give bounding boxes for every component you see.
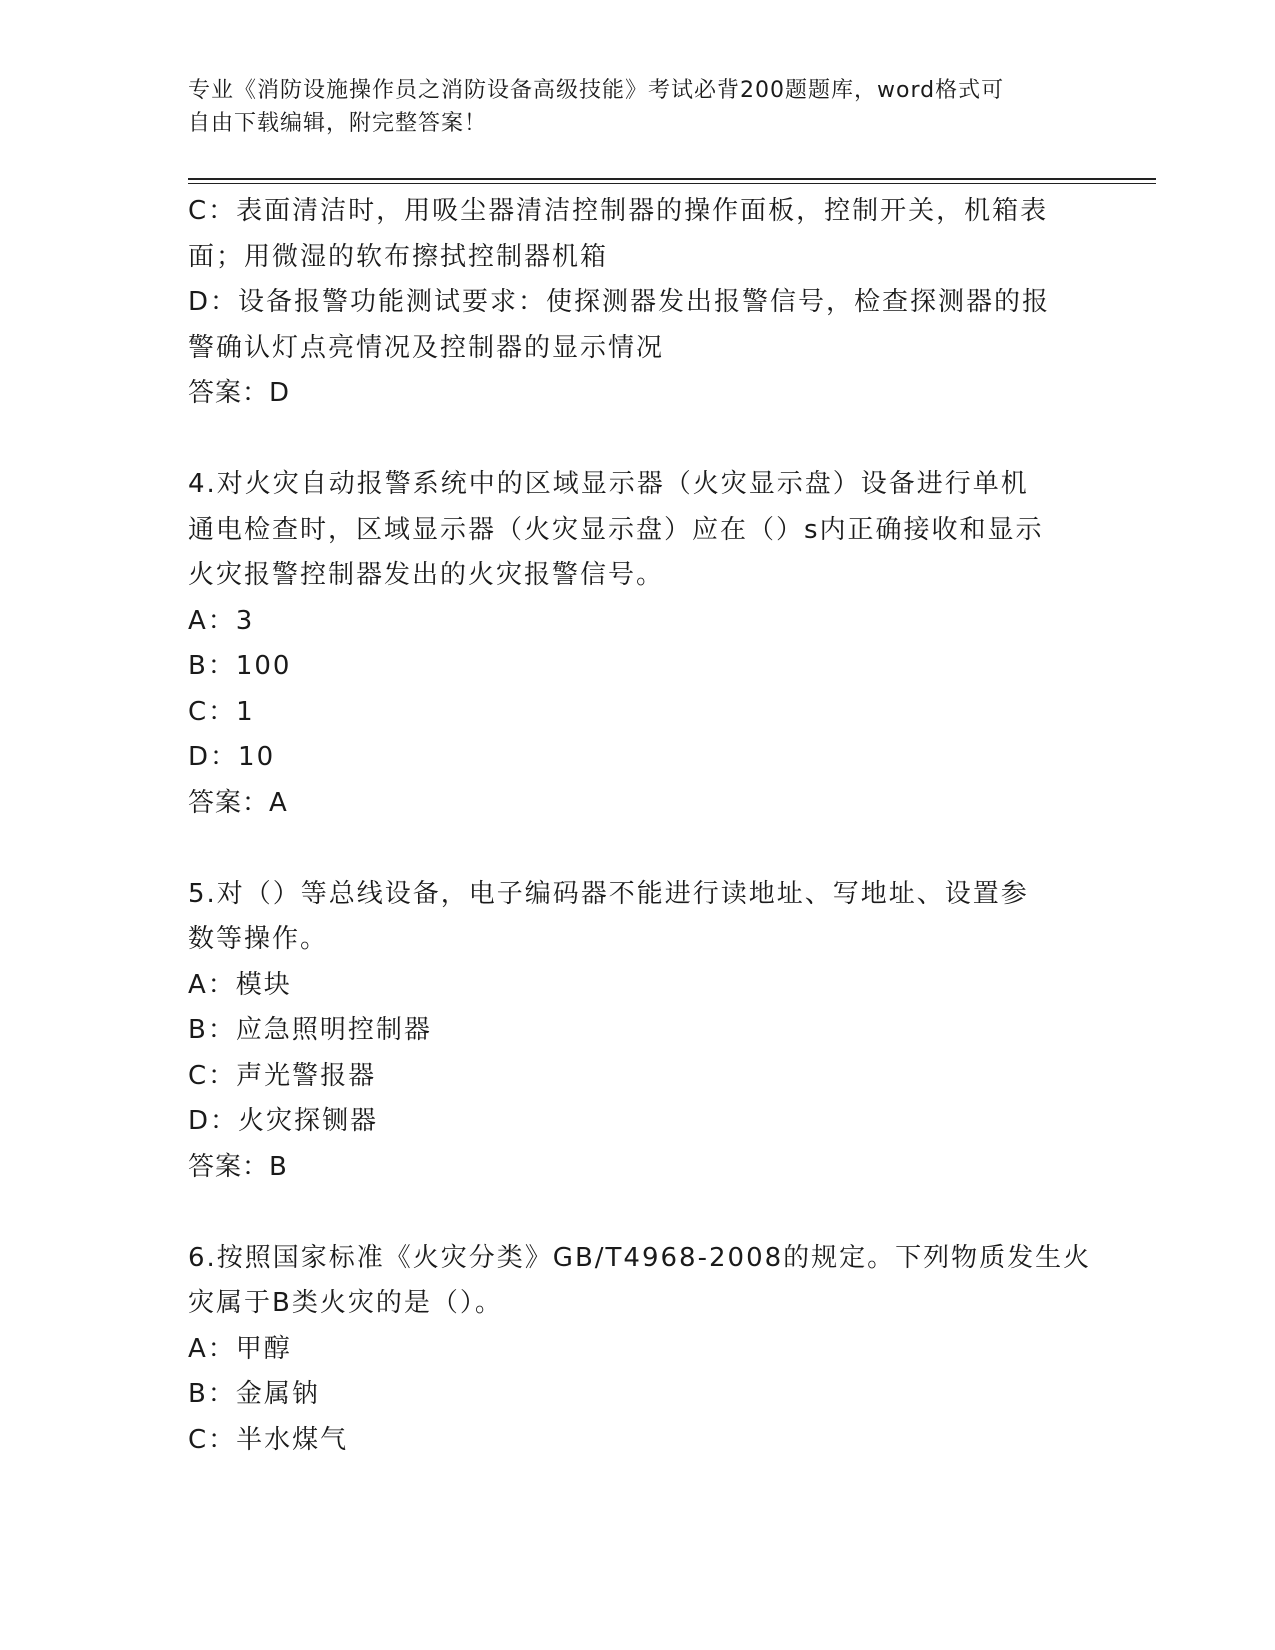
q4-stem-line-1: 4.对火灾自动报警系统中的区域显示器（火灾显示盘）设备进行单机 (188, 469, 1029, 499)
q6-option-c: C：半水煤气 (188, 1424, 349, 1455)
document-header (188, 74, 1068, 140)
q4-option-a: A：3 (188, 605, 255, 636)
q3-option-c-line-1: C：表面清洁时，用吸尘器清洁控制器的操作面板，控制开关，机箱表 (188, 196, 1049, 226)
q5-stem-line-1: 5.对（）等总线设备，电子编码器不能进行读地址、写地址、设置参 (188, 878, 1029, 909)
q4-answer: 答案：A (188, 787, 288, 818)
question-6 (188, 1236, 1092, 1464)
header-title-line-1: 专业《消防设施操作员之消防设备高级技能》考试必背200题题库，word格式可 (188, 78, 1005, 103)
q5-option-d: D：火灾探铡器 (188, 1106, 379, 1136)
q4-option-d: D：10 (188, 742, 276, 772)
header-rule-thick (188, 178, 1156, 180)
q3-option-d-line-1: D：设备报警功能测试要求：使探测器发出报警信号，检查探测器的报 (188, 287, 1051, 317)
question-4 (188, 462, 1088, 826)
q5-answer: 答案：B (188, 1151, 288, 1182)
q6-option-b: B：金属钠 (188, 1379, 320, 1409)
q5-option-c: C：声光警报器 (188, 1060, 377, 1091)
q5-option-b: B：应急照明控制器 (188, 1015, 432, 1045)
q3-option-d-line-2: 警确认灯点亮情况及控制器的显示情况 (188, 332, 665, 363)
q6-stem-line-1: 6.按照国家标准《火灾分类》GB/T4968-2008的规定。下列物质发生火 (188, 1242, 1092, 1273)
q4-option-c: C：1 (188, 696, 255, 727)
spacer (188, 417, 1088, 463)
q4-stem-line-2: 通电检查时，区域显示器（火灾显示盘）应在（）s内正确接收和显示 (188, 514, 1044, 545)
q5-stem-line-2: 数等操作。 (188, 924, 329, 954)
header-title-line-2: 自由下载编辑，附完整答案！ (188, 111, 488, 136)
q3-answer: 答案：D (188, 378, 291, 408)
question-3-continued (188, 189, 1088, 417)
question-5 (188, 872, 1088, 1191)
q4-stem-line-3: 火灾报警控制器发出的火灾报警信号。 (188, 560, 665, 590)
spacer (188, 1190, 1088, 1236)
q5-option-a: A：模块 (188, 969, 292, 1000)
q3-option-c-line-2: 面；用微湿的软布擦拭控制器机箱 (188, 241, 609, 272)
q6-stem-line-2: 灾属于B类火灾的是（）。 (188, 1288, 503, 1318)
spacer (188, 826, 1088, 872)
header-rule-thin (188, 183, 1156, 184)
q4-option-b: B：100 (188, 651, 292, 681)
q6-option-a: A：甲醇 (188, 1333, 292, 1364)
document-body (188, 189, 1092, 1463)
